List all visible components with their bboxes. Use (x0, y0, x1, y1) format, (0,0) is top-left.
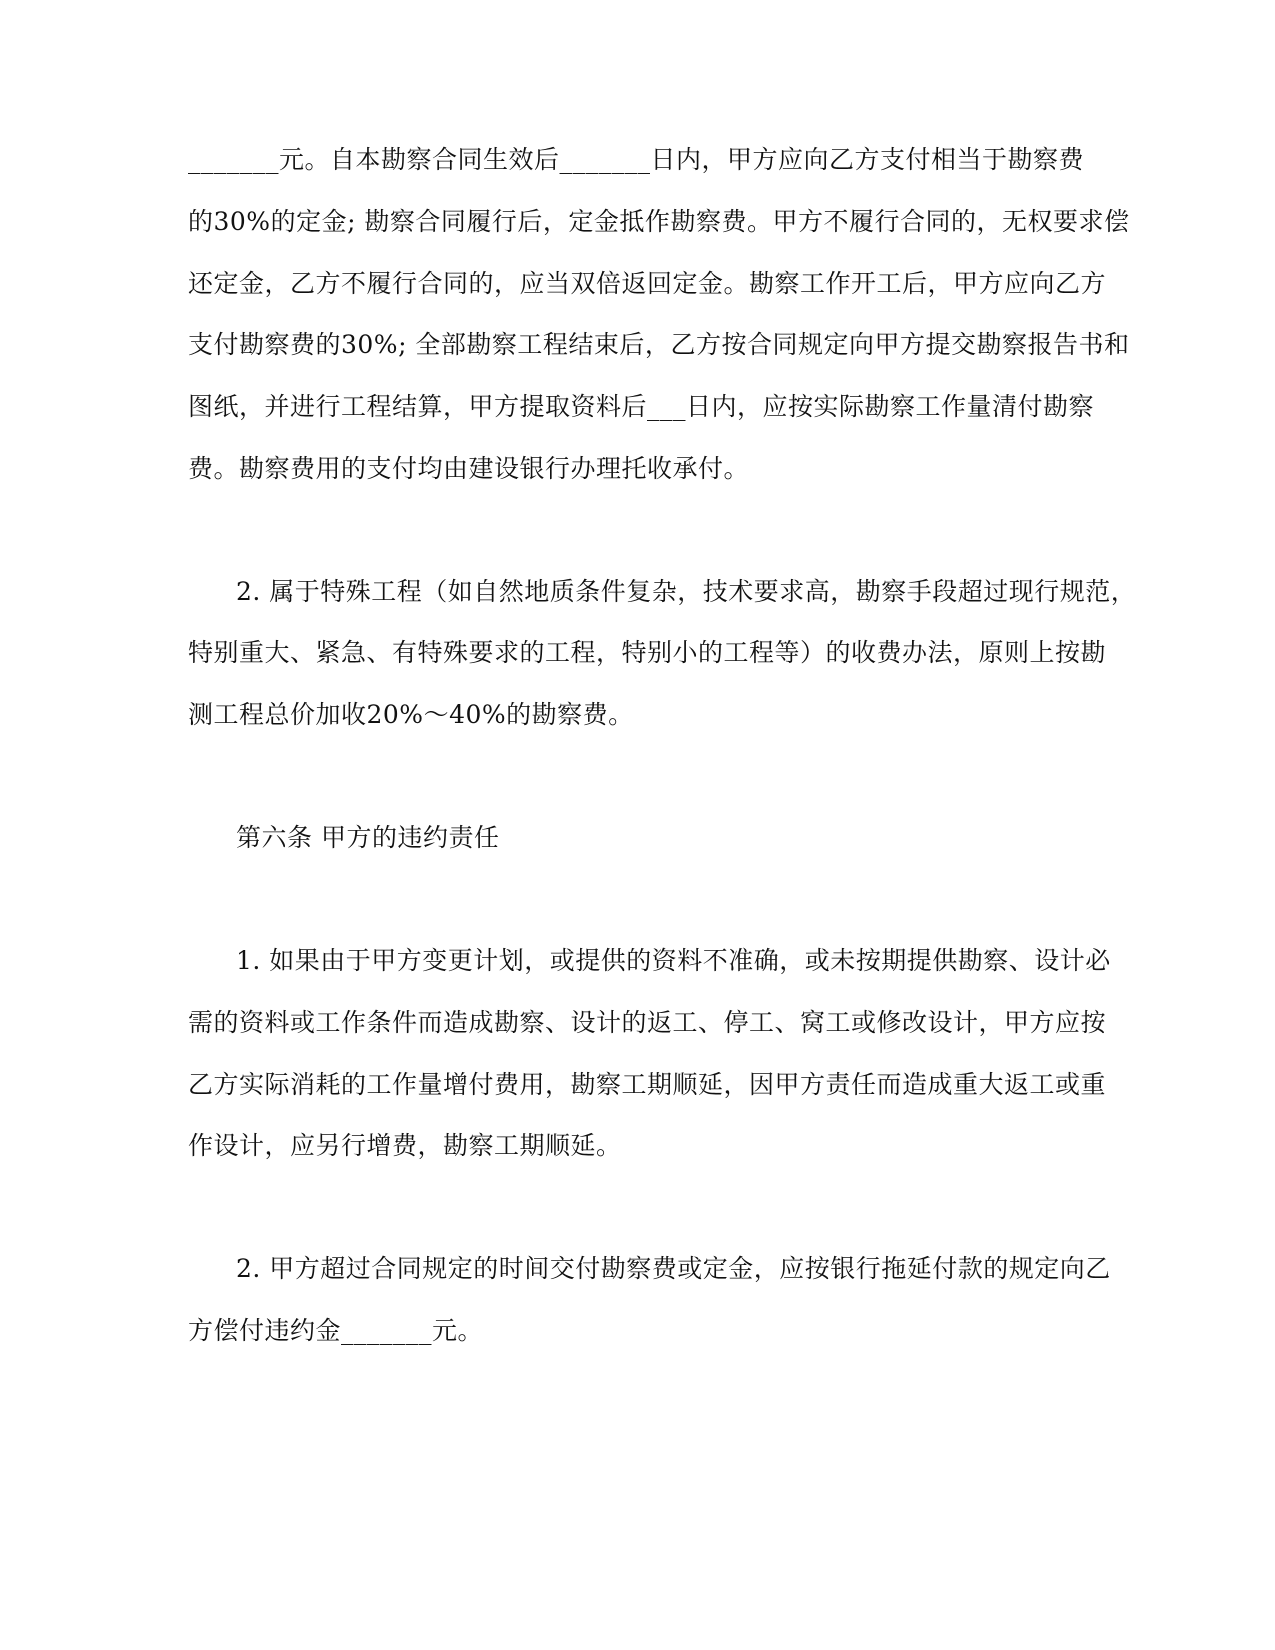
text-line: 图纸，并进行工程结算，甲方提取资料后___日内，应按实际勘察工作量清付勘察 (188, 392, 1095, 421)
text-line: 费。勘察费用的支付均由建设银行办理托收承付。 (188, 454, 750, 483)
text-line: 需的资料或工作条件而造成勘察、设计的返工、停工、窝工或修改设计，甲方应按 (188, 1008, 1107, 1037)
text-line: 乙方实际消耗的工作量增付费用，勘察工期顺延，因甲方责任而造成重大返工或重 (188, 1070, 1107, 1099)
text-line: 作设计，应另行增费，勘察工期顺延。 (188, 1131, 622, 1160)
text-line: 方偿付违约金_______元。 (188, 1316, 484, 1345)
text-line: 特别重大、紧急、有特殊要求的工程，特别小的工程等）的收费办法，原则上按勘 (188, 638, 1107, 667)
text-line: 测工程总价加收20%～40%的勘察费。 (188, 700, 634, 729)
text-line: 还定金，乙方不履行合同的，应当双倍返回定金。勘察工作开工后，甲方应向乙方 (188, 269, 1107, 298)
text-line: 支付勘察费的30%; 全部勘察工程结束后，乙方按合同规定向甲方提交勘察报告书和 (188, 330, 1130, 359)
text-line: 2. 甲方超过合同规定的时间交付勘察费或定金，应按银行拖延付款的规定向乙 (236, 1254, 1111, 1283)
text-line: _______元。自本勘察合同生效后_______日内，甲方应向乙方支付相当于勘察费 (188, 145, 1085, 174)
text-line: 的30%的定金; 勘察合同履行后，定金抵作勘察费。甲方不履行合同的，无权要求偿 (188, 207, 1130, 236)
text-line: 2. 属于特殊工程（如自然地质条件复杂，技术要求高，勘察手段超过现行规范， (236, 577, 1137, 606)
section-heading: 第六条 甲方的违约责任 (236, 823, 500, 852)
text-line: 1. 如果由于甲方变更计划，或提供的资料不准确，或未按期提供勘察、设计必 (236, 946, 1111, 975)
